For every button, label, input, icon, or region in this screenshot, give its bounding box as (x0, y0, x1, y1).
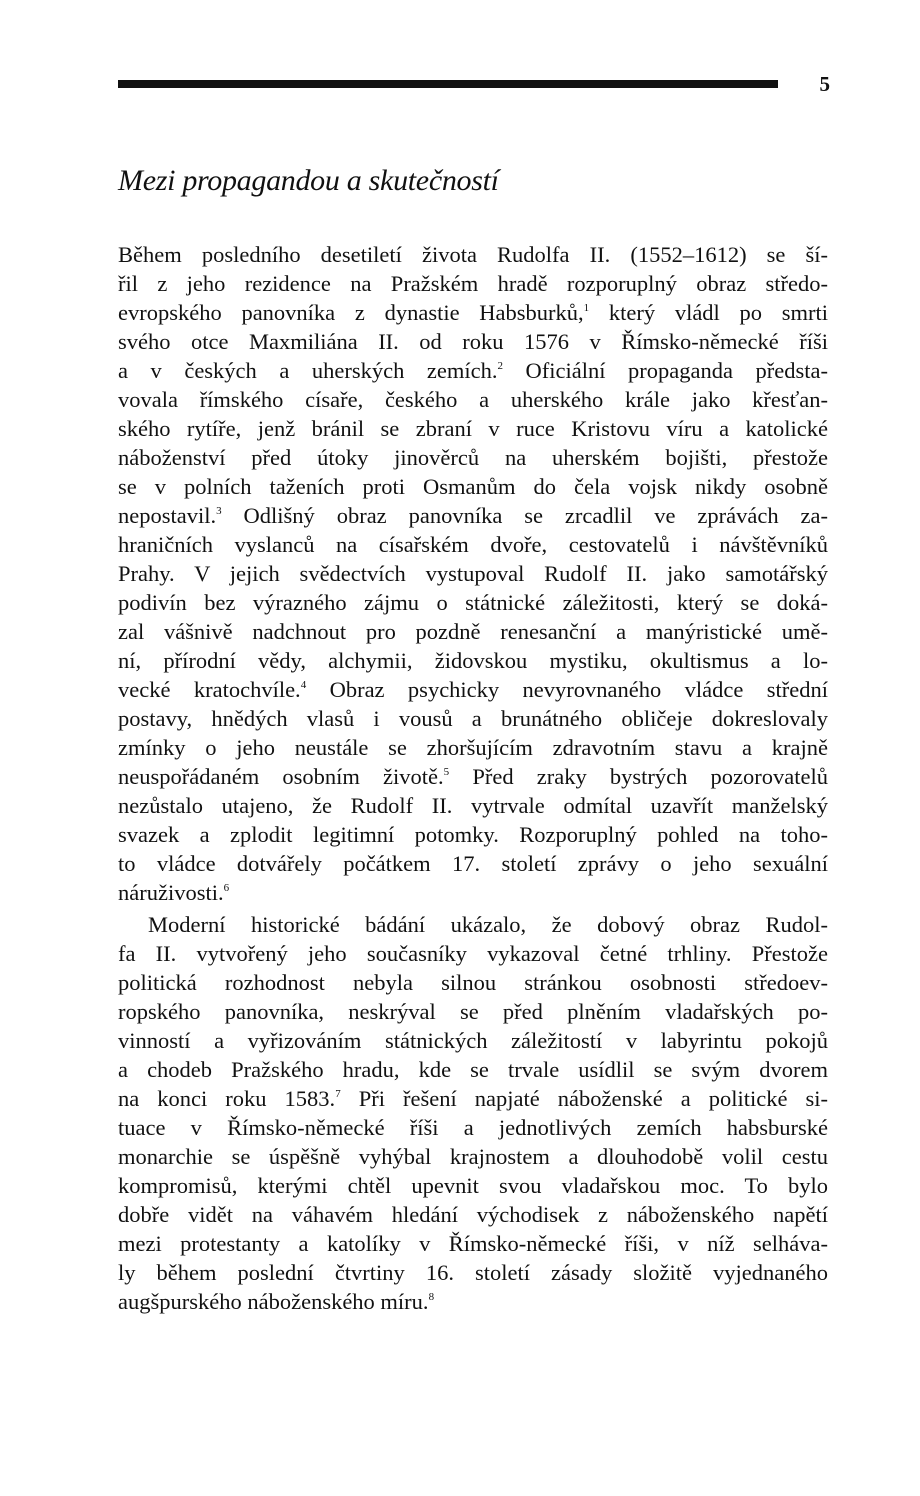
text-line: kompromisů, kterými chtěl upevnit svou vladařskou moc. To bylo (118, 1173, 828, 1198)
text-line: náboženství před útoky jinověrců na uherském bojišti, přestože (118, 445, 828, 470)
text-line: řil z jeho rezidence na Pražském hradě rozporuplný obraz středo- (118, 271, 828, 296)
footnote-marker: 5 (443, 766, 450, 778)
footnote-marker: 1 (583, 302, 590, 314)
paragraph-1 (118, 240, 828, 907)
text-line: zmínky o jeho neustále se zhoršujícím zdravotním stavu a krajně (118, 735, 828, 760)
paragraph-2 (118, 910, 828, 1316)
body-text (118, 240, 828, 1316)
chapter-title: Mezi propagandou a skutečností (118, 164, 499, 197)
text-line: fa II. vytvořený jeho současníky vykazoval četné trhliny. Přestože (118, 941, 828, 966)
text-line: ní, přírodní vědy, alchymii, židovskou mystiku, okultismus a lo- (118, 648, 828, 673)
text-line: vovala římského císaře, českého a uherského krále jako křesťan- (118, 387, 828, 412)
text-line: ropského panovníka, neskrýval se před plněním vladařských po- (118, 999, 828, 1024)
text-line: náruživosti.$^6$ (118, 880, 230, 905)
text-line: vinností a vyřizováním státnických záležitostí v labyrintu pokojů (118, 1028, 828, 1053)
text-line: svazek a zplodit legitimní potomky. Rozporuplný pohled na toho- (118, 822, 828, 847)
text-line: mezi protestanty a katolíky v Římsko-německé říši, v níž selháva- (118, 1231, 828, 1256)
text-line: augšpurského náboženského míru.$^8$ (118, 1289, 435, 1314)
footnote-marker: 6 (223, 882, 230, 894)
text-line: evropského panovníka z dynastie Habsburků,$^1$ který vládl po smrti (118, 300, 828, 325)
text-line: Prahy. V jejich svědectvích vystupoval Rudolf II. jako samotářský (118, 561, 828, 586)
text-line: nezůstalo utajeno, že Rudolf II. vytrvale odmítal uzavřít manželský (118, 793, 828, 818)
text-line: monarchie se úspěšně vyhýbal krajnostem a dlouhodobě volil cestu (118, 1144, 828, 1169)
text-line: podivín bez výrazného zájmu o státnické záležitosti, který se doká- (118, 590, 828, 615)
footnote-marker: 2 (497, 360, 503, 372)
text-line: zal vášnivě nadchnout pro pozdně renesanční a manýristické umě- (118, 619, 828, 644)
text-line: neuspořádaném osobním životě.$^5$ Před zraky bystrých pozorovatelů (118, 764, 828, 789)
footnote-marker: 4 (300, 679, 307, 691)
footnote-marker: 7 (335, 1088, 341, 1100)
text-line: nepostavil.$^3$ Odlišný obraz panovníka se zrcadlil ve zprávách za- (118, 503, 828, 528)
text-line: a chodeb Pražského hradu, kde se trvale usídlil se svým dvorem (118, 1057, 828, 1082)
footnote-marker: 3 (216, 505, 222, 517)
page-number: 5 (819, 72, 830, 96)
text-line: ly během poslední čtvrtiny 16. století zásady složitě vyjednaného (118, 1260, 828, 1285)
text-line: a v českých a uherských zemích.$^2$ Oficiální propaganda předsta- (118, 358, 829, 383)
text-line: na konci roku 1583.$^7$ Při řešení napjaté náboženské a politické si- (118, 1086, 828, 1111)
text-line: hraničních vyslanců na císařském dvoře, cestovatelů i návštěvníků (118, 532, 828, 557)
text-line: tuace v Římsko-německé říši a jednotlivých zemích habsburské (118, 1115, 828, 1140)
footnote-marker: 8 (428, 1291, 435, 1303)
text-line: Moderní historické bádání ukázalo, že dobový obraz Rudol- (148, 912, 828, 937)
text-line: dobře vidět na váhavém hledání východisek z náboženského napětí (118, 1202, 828, 1227)
text-line: politická rozhodnost nebyla silnou stránkou osobnosti středoev- (118, 970, 828, 995)
text-line: to vládce dotvářely počátkem 17. století zprávy o jeho sexuální (118, 851, 828, 876)
text-line: vecké kratochvíle.$^4$ Obraz psychicky nevyrovnaného vládce střední (118, 677, 828, 702)
text-line: ského rytíře, jenž bránil se zbraní v ruce Kristovu víru a katolické (118, 416, 828, 441)
text-line: se v polních taženích proti Osmanům do čela vojsk nikdy osobně (118, 474, 828, 499)
text-line: Během posledního desetiletí života Rudolfa II. (1552–1612) se ší- (118, 242, 828, 267)
text-line: svého otce Maxmiliána II. od roku 1576 v Římsko-německé říši (118, 329, 828, 354)
text-line: postavy, hnědých vlasů i vousů a brunátného obličeje dokreslovaly (118, 706, 828, 731)
header-rule (118, 80, 778, 88)
